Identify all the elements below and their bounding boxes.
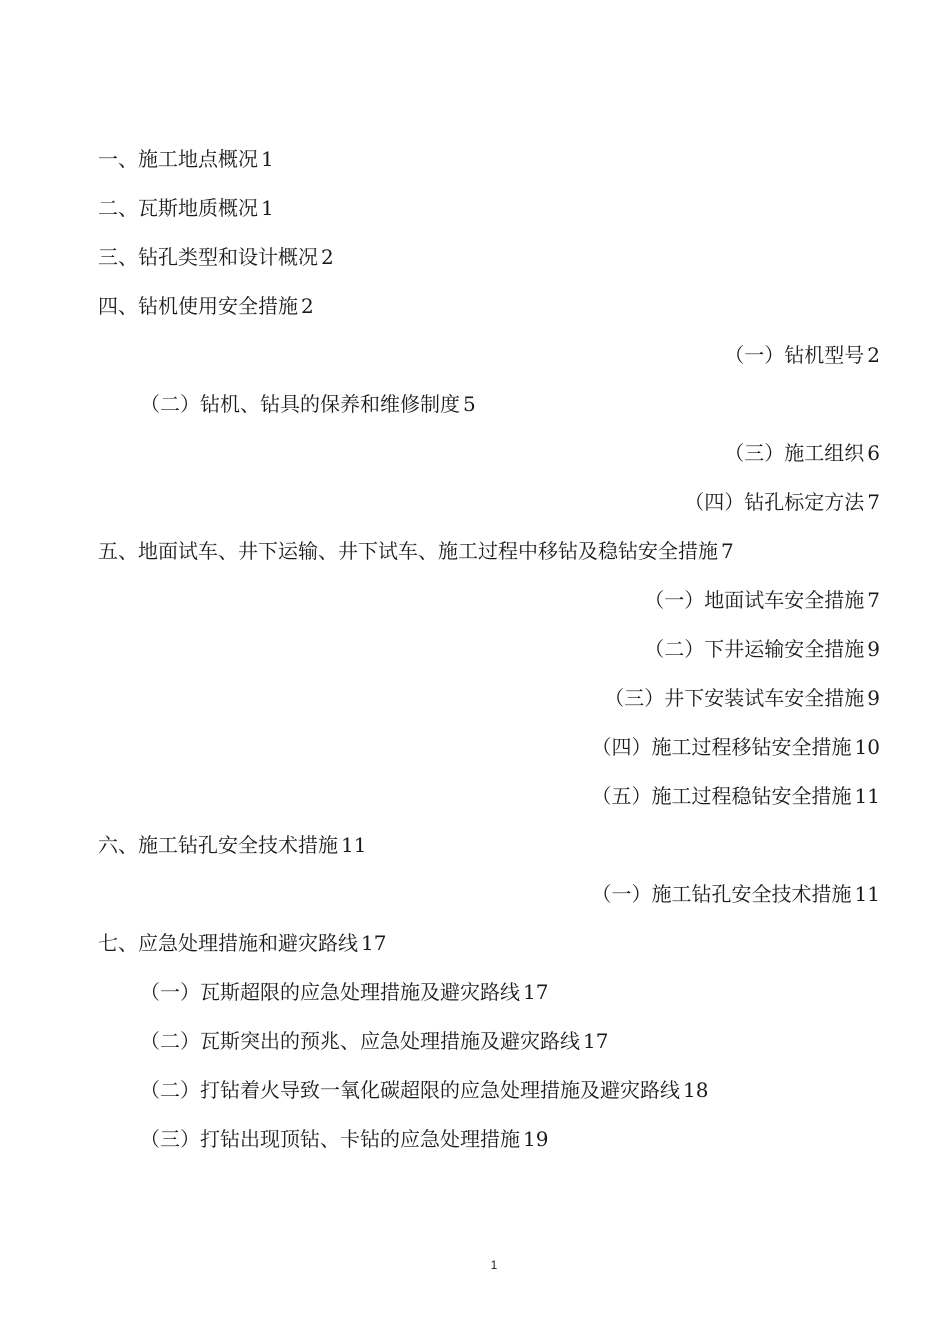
toc-entry-page: 7 xyxy=(721,539,734,563)
toc-entry-title: （一）地面试车安全措施 xyxy=(644,588,865,612)
toc-entry-title: （二）打钻着火导致一氧化碳超限的应急处理措施及避灾路线 xyxy=(140,1078,680,1102)
table-of-contents xyxy=(98,140,880,1169)
toc-entry[interactable] xyxy=(98,532,880,581)
toc-entry-page: 10 xyxy=(854,735,880,759)
toc-entry-title: 五、地面试车、井下运输、井下试车、施工过程中移钻及稳钻安全措施 xyxy=(98,539,718,563)
toc-entry-page: 11 xyxy=(854,784,880,808)
toc-entry-title: （四）钻孔标定方法 xyxy=(684,490,865,514)
toc-entry[interactable] xyxy=(98,924,880,973)
toc-entry-page: 7 xyxy=(867,588,880,612)
toc-entry-page: 2 xyxy=(867,343,880,367)
toc-entry-title: 二、瓦斯地质概况 xyxy=(98,196,258,220)
toc-entry[interactable] xyxy=(98,973,880,1022)
toc-entry[interactable] xyxy=(98,238,880,287)
toc-entry[interactable] xyxy=(98,336,880,385)
toc-entry[interactable] xyxy=(98,777,880,826)
toc-entry-page: 9 xyxy=(867,637,880,661)
toc-entry-title: （三）打钻出现顶钻、卡钻的应急处理措施 xyxy=(140,1127,520,1151)
toc-entry-page: 7 xyxy=(867,490,880,514)
toc-entry[interactable] xyxy=(98,826,880,875)
toc-entry-page: 17 xyxy=(523,980,549,1004)
toc-entry[interactable] xyxy=(98,1071,880,1120)
toc-entry-title: （三）井下安装试车安全措施 xyxy=(604,686,865,710)
toc-entry[interactable] xyxy=(98,1022,880,1071)
toc-entry[interactable] xyxy=(98,140,880,189)
toc-entry-title: 四、钻机使用安全措施 xyxy=(98,294,298,318)
toc-entry-page: 9 xyxy=(867,686,880,710)
toc-entry-title: 一、施工地点概况 xyxy=(98,147,258,171)
toc-entry-title: （二）瓦斯突出的预兆、应急处理措施及避灾路线 xyxy=(140,1029,580,1053)
toc-entry[interactable] xyxy=(98,1120,880,1169)
toc-entry-title: 三、钻孔类型和设计概况 xyxy=(98,245,318,269)
page-number: 1 xyxy=(490,1258,498,1272)
toc-entry-title: （一）瓦斯超限的应急处理措施及避灾路线 xyxy=(140,980,520,1004)
toc-entry[interactable] xyxy=(98,287,880,336)
toc-entry-page: 2 xyxy=(301,294,314,318)
toc-entry[interactable] xyxy=(98,385,880,434)
toc-entry-title: 七、应急处理措施和避灾路线 xyxy=(98,931,358,955)
toc-entry[interactable] xyxy=(98,728,880,777)
toc-entry[interactable] xyxy=(98,581,880,630)
toc-entry-title: （二）下井运输安全措施 xyxy=(644,637,865,661)
toc-entry-page: 18 xyxy=(683,1078,709,1102)
toc-entry-title: （四）施工过程移钻安全措施 xyxy=(591,735,852,759)
toc-entry[interactable] xyxy=(98,434,880,483)
toc-entry-title: （三）施工组织 xyxy=(724,441,865,465)
toc-entry-page: 1 xyxy=(261,147,274,171)
toc-entry-title: （二）钻机、钻具的保养和维修制度 xyxy=(140,392,460,416)
toc-entry-title: （一）施工钻孔安全技术措施 xyxy=(591,882,852,906)
toc-entry-page: 11 xyxy=(341,833,367,857)
toc-entry[interactable] xyxy=(98,630,880,679)
toc-entry-page: 1 xyxy=(261,196,274,220)
toc-entry-title: （一）钻机型号 xyxy=(724,343,865,367)
toc-entry-page: 17 xyxy=(583,1029,609,1053)
toc-entry-page: 17 xyxy=(361,931,387,955)
toc-entry-page: 2 xyxy=(321,245,334,269)
toc-entry-title: 六、施工钻孔安全技术措施 xyxy=(98,833,338,857)
toc-entry[interactable] xyxy=(98,679,880,728)
toc-entry-page: 19 xyxy=(523,1127,549,1151)
toc-entry[interactable] xyxy=(98,875,880,924)
toc-entry-page: 11 xyxy=(854,882,880,906)
toc-entry-page: 5 xyxy=(463,392,476,416)
toc-entry[interactable] xyxy=(98,483,880,532)
toc-entry[interactable] xyxy=(98,189,880,238)
toc-entry-page: 6 xyxy=(867,441,880,465)
toc-entry-title: （五）施工过程稳钻安全措施 xyxy=(591,784,852,808)
